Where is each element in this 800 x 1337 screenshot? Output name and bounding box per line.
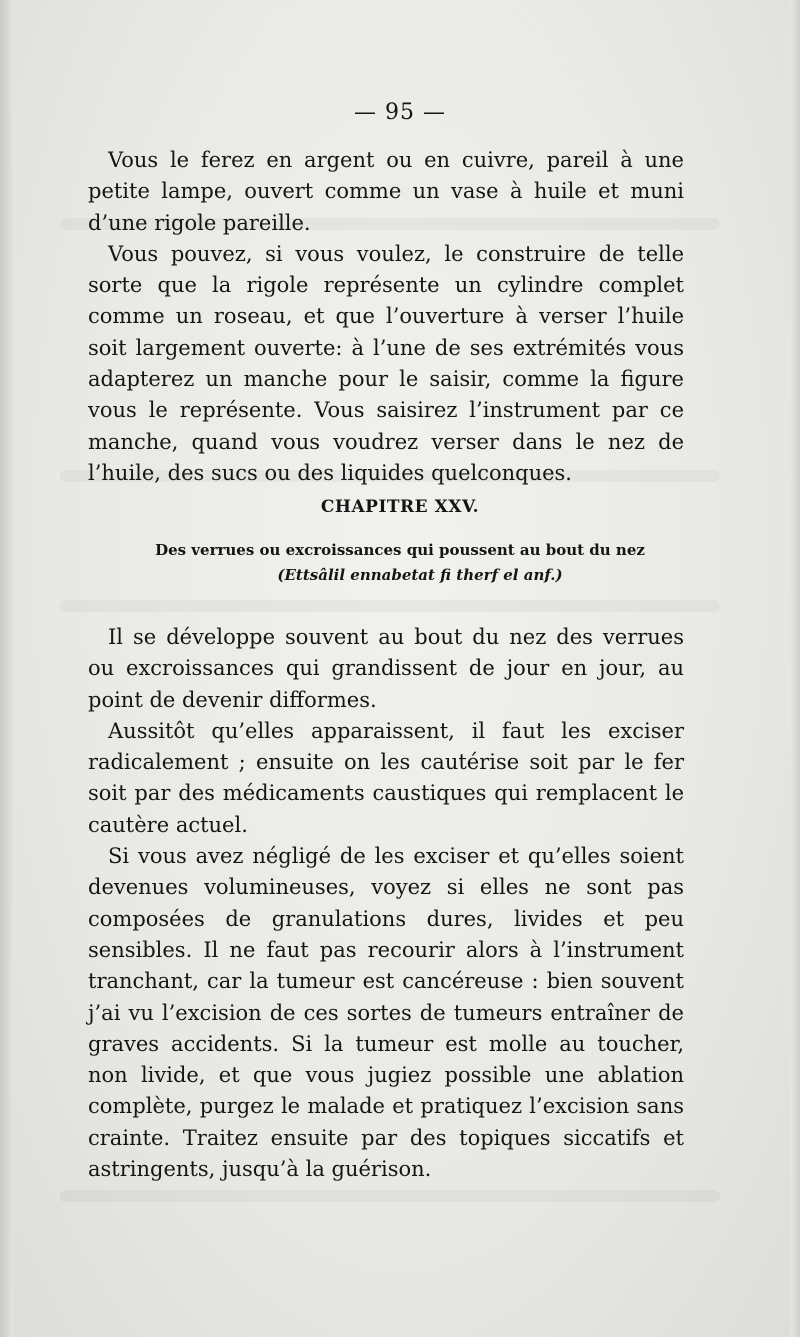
chapter-heading: CHAPITRE XXV. [320, 497, 480, 517]
chapter-body-text [88, 622, 684, 1185]
paragraph: Aussitôt qu’elles apparaissent, il faut les exciser radicalement ; ensuite on les cautérise soit par le fer soit par des médicaments caustiques qui remplacent le cautère actuel. [88, 718, 684, 837]
paragraph: Vous pouvez, si vous voulez, le construire de telle sorte que la rigole représente un cylindre complet comme un roseau, et que l’ouverture à verser l’huile soit largement ouverte: à l’une de ses extrémités vous adapterez un manche pour le saisir, comme la figure vous le représente. Vous saisirez l’instrument par ce manche, quand vous voudrez verser dans le nez de l’huile, des sucs ou des liquides quelconques. [88, 241, 684, 485]
page-right-edge-shadow [790, 0, 800, 1337]
paragraph: Si vous avez négligé de les exciser et qu’elles soient devenues volumineuses, voyez si elles ne sont pas composées de granulations dures, livides et peu sensibles. Il ne faut pas recourir alors à l’instrument tranchant, car la tumeur est cancéreuse : bien souvent j’ai vu l’excision de ces sortes de tumeurs entraîner de graves accidents. Si la tumeur est molle au toucher, non livide, et que vous jugiez possible une ablation complète, purgez le malade et pratiquez l’excision sans crainte. Traitez ensuite par des topiques siccatifs et astringents, jusqu’à la guérison. [88, 844, 684, 1182]
paragraph: Vous le ferez en argent ou en cuivre, pareil à une petite lampe, ouvert comme un vase à huile et muni d’une rigole pareille. [88, 148, 684, 235]
intro-text [88, 145, 684, 489]
show-through-smudge [60, 600, 720, 612]
page-left-edge-shadow [0, 0, 14, 1337]
chapter-transliteration: (Ettsâlil ennabetat fi therf el anf.) [277, 566, 563, 584]
page-number: — 95 — [354, 100, 446, 125]
paragraph: Il se développe souvent au bout du nez des verrues ou excroissances qui grandissent de jour en jour, au point de devenir difformes. [88, 625, 684, 712]
show-through-smudge [60, 1190, 720, 1202]
chapter-subtitle: Des verrues ou excroissances qui poussent au bout du nez [155, 541, 645, 559]
